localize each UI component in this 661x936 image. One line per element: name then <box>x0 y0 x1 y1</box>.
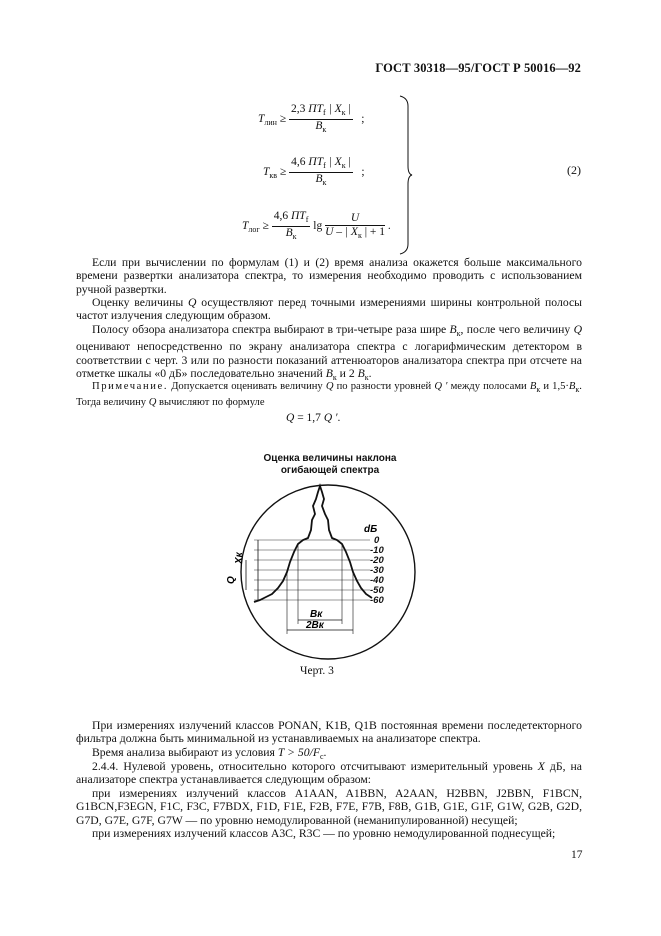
document-header: ГОСТ 30318—95/ГОСТ Р 50016—92 <box>375 61 581 75</box>
formula-brace <box>398 96 412 254</box>
scale-60: -60 <box>370 595 384 606</box>
spectrum-envelope-figure <box>226 484 432 654</box>
scale-20: -20 <box>370 555 384 566</box>
paragraph-6: 2.4.4. Нулевой уровень, относительно которого отсчитывают измерительный уровень X дБ, на анализаторе спектра устанавливается следующим образом: <box>76 760 582 787</box>
screen-circle <box>241 485 415 659</box>
spectrum-envelope <box>254 486 372 602</box>
equation-number: (2) <box>567 163 581 177</box>
paragraph-5: Время анализа выбирают из условия $T > 50/F_c$. <box>92 746 327 761</box>
figure-caption <box>220 453 440 477</box>
paragraph-7: при измерениях излучений классов A1AAN, A1BBN, A2AAN, H2BBN, J2BBN, F1BCN, G1BCN,F3EGN, F1C, F3C, F7BDX, F1D, F1E, F2B, F7E, F7B, F8B, G1B, G1E, G1F, G1W, G2B, G2D, G7D, G7E, G7F, G7W — по уровню немодулированной (неманипулированной) несущей; <box>76 787 582 827</box>
scale-40: -40 <box>370 575 384 586</box>
figure-number: Черт. 3 <box>300 665 334 677</box>
q-label: Q <box>226 576 237 584</box>
paragraph-2: Оценку величины Q осуществляют перед точными измерениями ширины контрольной полосы частот излучения следующим образом. <box>76 296 582 323</box>
paragraph-4: При измерениях излучений классов PONAN, K1B, Q1B постоянная времени последетекторного фильтра должна быть минимальной из устанавливаемых на анализаторе спектра. <box>76 719 582 746</box>
formula-t-log: $T_{лог}$ ≥ $\frac{4,6 ПT_f}{B_к}$ lg $\frac{U}{U - | X_к | + 1}$ . <box>242 210 391 241</box>
paragraph-3: Полосу обзора анализатора спектра выбирают в три-четыре раза шире $B_к$, после чего величину Q оценивают непосредственно по экрану анализатора спектра с логарифмическим детектором в соответствии с черт. 3 или по разности показаний аттенюаторов анализатора спектра при отсчете на отметке шкалы «0 дБ» последовательно значений $B_к$ и 2 $B_к$. <box>76 323 583 383</box>
figure-caption-line-2: огибающей спектра <box>280 465 380 476</box>
bk-label: Bк <box>310 609 323 620</box>
equation-q: Q = 1,7 Q ′. <box>286 412 341 424</box>
figure-caption-line-1: Оценка величины наклона <box>263 453 397 464</box>
formula-t-kv: $T_{кв}$ ≥ $\frac{4,6 ПT_f | X_к |}{B_к}$ ; <box>263 156 365 187</box>
xk-label: Xк <box>234 552 245 564</box>
scale-50: -50 <box>370 585 384 596</box>
scale-30: -30 <box>370 565 384 576</box>
paragraph-1: Если при вычислении по формулам (1) и (2) время анализа окажется больше максимального времени развертки анализатора спектра, то измерения необходимо проводить с использованием ручной развертки. <box>76 256 582 296</box>
scale-0: 0 <box>374 535 380 546</box>
note: Примечание. Допускается оценивать величину Q по разности уровней Q ′ между полосами $B_к$ и $1,5\cdot B_к$. Тогда величину Q вычисляют по формуле <box>76 381 582 409</box>
paragraph-8: при измерениях излучений классов A3C, R3C — по уровню немодулированной поднесущей; <box>92 827 556 840</box>
page-number: 17 <box>571 849 583 861</box>
scale-10: -10 <box>370 545 384 556</box>
formula-t-lin: $T_{лин}$ ≥ $\frac{2,3 ПT_f | X_к |}{B_к}$ ; <box>258 103 365 134</box>
2bk-label: 2Bк <box>306 620 324 631</box>
db-label: dБ <box>364 524 378 535</box>
